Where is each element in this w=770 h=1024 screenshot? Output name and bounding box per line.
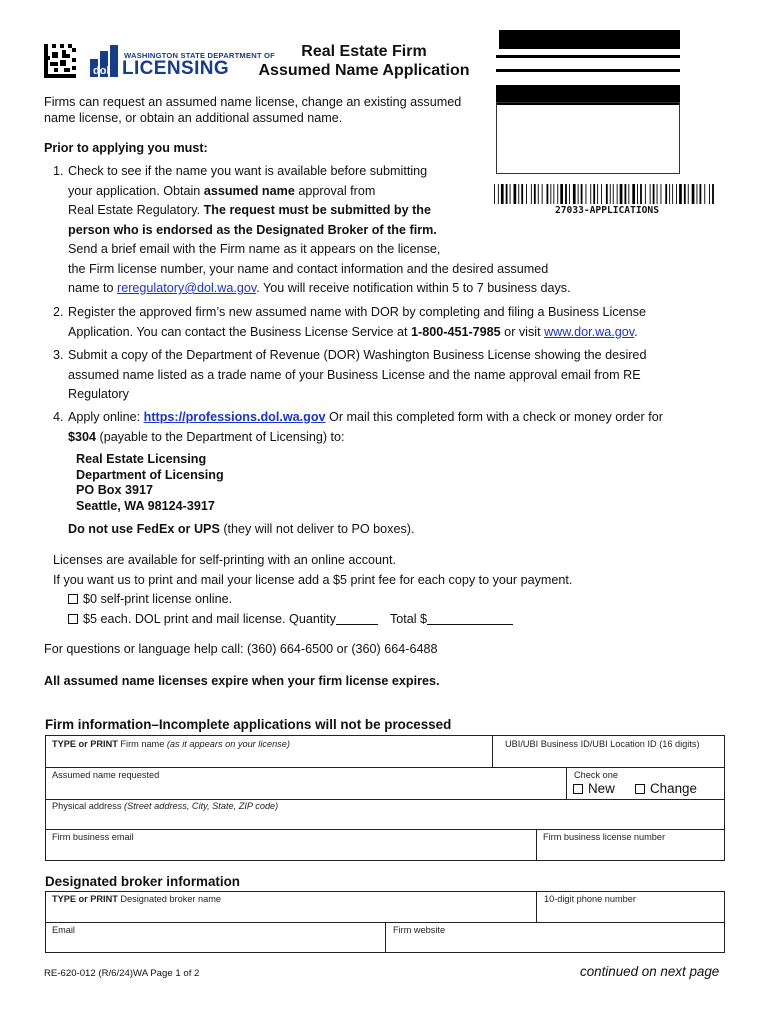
broker-section-heading: Designated broker information — [45, 874, 240, 889]
form-title-line2: Assumed Name Application — [258, 62, 470, 79]
broker-phone-label: 10-digit phone number — [544, 894, 636, 904]
assumed-name-label: Assumed name requested — [52, 770, 160, 780]
fee-amount: $304 — [68, 429, 97, 444]
expire-line: All assumed name licenses expire when your firm license expires. — [44, 674, 440, 688]
new-option[interactable]: New — [573, 781, 615, 796]
firm-section-heading: Firm information–Incomplete applications will not be processed — [45, 717, 452, 732]
step-3-line-1: Submit a copy of the Department of Revenue (DOR) Washington Business License showing the desired — [68, 348, 647, 362]
email-link[interactable]: reregulatory@dol.wa.gov — [117, 281, 257, 295]
step-4-line-2: $304 (payable to the Department of Licensing) to: — [68, 429, 345, 444]
courier-warning: Do not use FedEx or UPS (they will not deliver to PO boxes). — [68, 522, 415, 536]
barcode-label: 27033-APPLICATIONS — [555, 205, 659, 216]
quantity-field[interactable] — [336, 612, 378, 625]
business-license-phone: 1-800-451-7985 — [411, 324, 501, 339]
change-checkbox[interactable] — [635, 784, 645, 794]
firm-license-number-label: Firm business license number — [543, 832, 666, 842]
logo-letters: dol — [93, 65, 110, 77]
new-checkbox[interactable] — [573, 784, 583, 794]
broker-name-label: TYPE or PRINT Designated broker name — [52, 894, 222, 904]
step-1-line-1: Check to see if the name you want is available before submitting — [68, 164, 428, 178]
step-1-line-3: Real Estate Regulatory. The request must be submitted by the — [68, 203, 431, 217]
intro-text: Firms can request an assumed name license, change an existing assumed name license, or obtain an additional assumed name. — [44, 95, 462, 125]
step-3-line-2: assumed name listed as a trade name of your Business License and the name approval email from RE — [68, 367, 641, 382]
printing-line-2: If you want us to print and mail your license add a $5 print fee for each copy to your payment. — [53, 572, 573, 587]
broker-email-field[interactable] — [45, 922, 386, 953]
agency-line: WASHINGTON STATE DEPARTMENT OF — [124, 51, 275, 60]
broker-email-label: Email — [52, 925, 75, 935]
barcode — [494, 184, 720, 204]
option-mail-print: $5 each. DOL print and mail license. Quantity Total $ — [68, 610, 513, 630]
address-line: Department of Licensing — [76, 467, 224, 482]
mail-print-checkbox[interactable] — [68, 614, 78, 624]
dor-link[interactable]: www.dor.wa.gov — [544, 324, 635, 339]
step-1-line-6: the Firm license number, your name and contact information and the desired assumed — [68, 261, 549, 276]
mailing-address — [76, 452, 224, 514]
step-1-line-7: name to reregulatory@dol.wa.gov. You will receive notification within 5 to 7 business days. — [68, 281, 571, 295]
step-1-line-4: person who is endorsed as the Designated Broker of the firm. — [68, 222, 437, 237]
dol-logo — [90, 45, 122, 77]
step-1-line-2: your application. Obtain assumed name approval from — [68, 183, 376, 198]
prior-heading: Prior to applying you must: — [44, 141, 208, 155]
firm-email-label: Firm business email — [52, 832, 134, 842]
step-4-number: 4. — [53, 410, 64, 424]
physical-address-label: Physical address (Street address, City, State, ZIP code) — [52, 801, 279, 811]
step-4-line-1: Apply online: https://professions.dol.wa.gov Or mail this completed form with a check or money order for — [68, 410, 663, 424]
step-2-number: 2. — [53, 305, 64, 319]
agency-name: LICENSING — [122, 58, 230, 79]
qr-code-icon — [44, 44, 76, 78]
address-line: PO Box 3917 — [76, 483, 154, 497]
address-line: Real Estate Licensing — [76, 452, 207, 466]
step-3-line-3: Regulatory — [68, 387, 129, 401]
change-option[interactable]: Change — [635, 781, 697, 796]
ubi-label: UBI/UBI Business ID/UBI Location ID (16 digits) — [505, 739, 700, 749]
option-self-print: $0 self-print license online. — [68, 590, 232, 610]
step-2-line-2: Application. You can contact the Business License Service at 1-800-451-7985 or visit www.dor.wa.gov. — [68, 324, 638, 339]
step-3-number: 3. — [53, 348, 64, 362]
total-field[interactable] — [427, 612, 513, 625]
address-line: Seattle, WA 98124-3917 — [76, 498, 215, 513]
firm-name-label: TYPE or PRINT Firm name (as it appears on your license) — [52, 739, 290, 749]
form-title-line1: Real Estate Firm — [301, 43, 427, 60]
step-2-line-1: Register the approved firm’s new assumed name with DOR by completing and filing a Business License — [68, 305, 646, 319]
printing-line-1: Licenses are available for self-printing with an online account. — [53, 553, 397, 567]
continued-note: continued on next page — [580, 964, 720, 979]
professions-link[interactable]: https://professions.dol.wa.gov — [143, 410, 326, 424]
self-print-checkbox[interactable] — [68, 594, 78, 604]
help-line: For questions or language help call: (360) 664-6500 or (360) 664-6488 — [44, 642, 438, 656]
firm-website-label: Firm website — [393, 925, 446, 935]
form-id: RE-620-012 (R/6/24)WA Page 1 of 2 — [44, 968, 200, 979]
step-1-number: 1. — [53, 164, 64, 178]
step-1-line-5: Send a brief email with the Firm name as it appears on the license, — [68, 242, 441, 256]
check-one-label: Check one — [574, 770, 618, 780]
